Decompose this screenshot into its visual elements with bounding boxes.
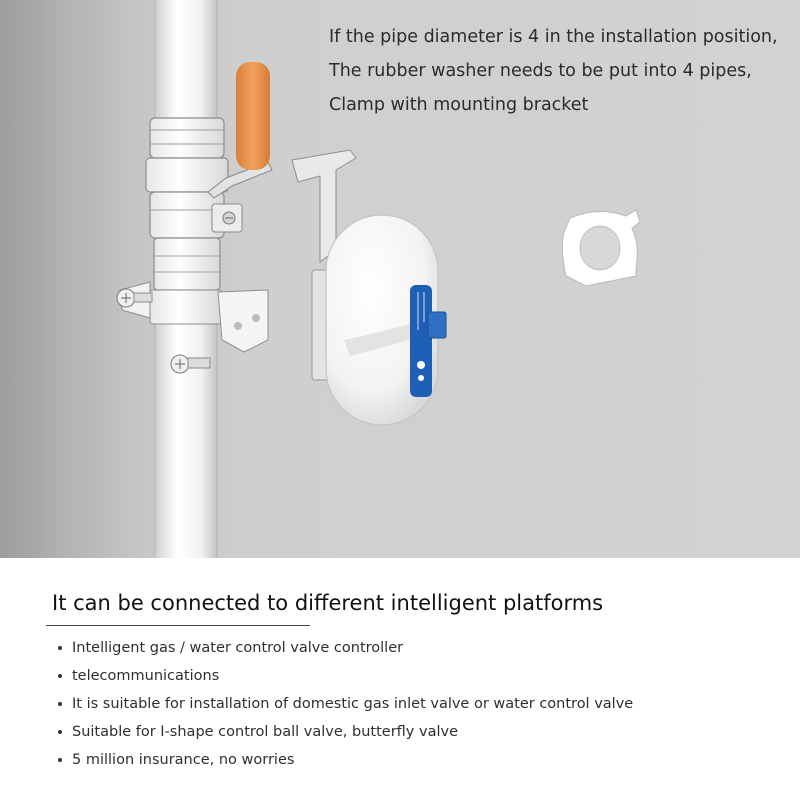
feature-item	[58, 718, 633, 746]
caption-line: Clamp with mounting bracket	[329, 95, 589, 115]
feature-text: Intelligent gas / water control valve controller	[72, 640, 404, 656]
bullet-icon	[58, 702, 62, 706]
feature-text: 5 million insurance, no worries	[72, 752, 295, 768]
feature-text: It is suitable for installation of domestic gas inlet valve or water control valve	[72, 696, 634, 712]
feature-list	[58, 634, 633, 774]
caption-line: The rubber washer needs to be put into 4 pipes,	[329, 61, 752, 81]
feature-item	[58, 662, 633, 690]
bullet-icon	[58, 646, 62, 650]
heading-underline	[46, 625, 310, 626]
feature-text: telecommunications	[72, 668, 220, 684]
bullet-icon	[58, 674, 62, 678]
feature-text: Suitable for I-shape control ball valve, butterfly valve	[72, 724, 458, 740]
section-heading: It can be connected to different intelligent platforms	[52, 591, 604, 615]
feature-item	[58, 634, 633, 662]
caption-line: If the pipe diameter is 4 in the installation position,	[329, 27, 778, 47]
bullet-icon	[58, 758, 62, 762]
valve-controller	[326, 215, 446, 425]
bullet-icon	[58, 730, 62, 734]
feature-item	[58, 690, 633, 718]
feature-section	[0, 558, 800, 800]
installation-caption	[329, 20, 789, 122]
rubber-washer	[562, 210, 640, 286]
feature-item	[58, 746, 633, 774]
